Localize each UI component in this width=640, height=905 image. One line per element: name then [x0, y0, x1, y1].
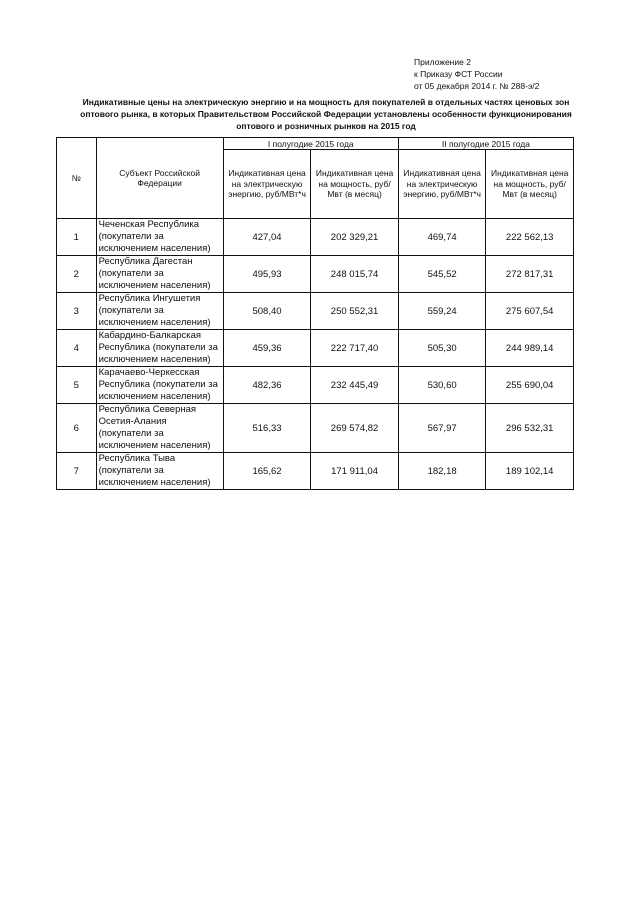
- energy-price-h2: 182,18: [398, 453, 486, 490]
- appendix-line-2: к Приказу ФСТ России: [414, 69, 503, 79]
- power-price-h2: 222 562,13: [486, 219, 574, 256]
- power-price-h1: 269 574,82: [311, 404, 399, 453]
- row-number: 3: [57, 293, 97, 330]
- row-number: 7: [57, 453, 97, 490]
- table-row: [57, 453, 574, 490]
- power-price-h1: 232 445,49: [311, 367, 399, 404]
- table-row: [57, 219, 574, 256]
- energy-price-h1: 508,40: [223, 293, 311, 330]
- power-price-h1: 202 329,21: [311, 219, 399, 256]
- energy-price-h1: 516,33: [223, 404, 311, 453]
- energy-price-h1: 165,62: [223, 453, 311, 490]
- energy-price-h2: 545,52: [398, 256, 486, 293]
- row-subject: Кабардино-Балкарская Республика (покупатели за исключением населения): [96, 330, 223, 367]
- header-energy-price-1: Индикативная цена на электрическую энергию, руб/МВт*ч: [223, 150, 311, 219]
- table-row: [57, 330, 574, 367]
- power-price-h2: 275 607,54: [486, 293, 574, 330]
- row-number: 4: [57, 330, 97, 367]
- power-price-h2: 272 817,31: [486, 256, 574, 293]
- header-subject: Субъект Российской Федерации: [96, 138, 223, 219]
- row-subject: Карачаево-Черкесская Республика (покупатели за исключением населения): [96, 367, 223, 404]
- row-subject: Республика Дагестан (покупатели за исключением населения): [96, 256, 223, 293]
- appendix-line-1: Приложение 2: [414, 57, 471, 67]
- row-number: 5: [57, 367, 97, 404]
- row-subject: Республика Тыва (покупатели за исключением населения): [96, 453, 223, 490]
- power-price-h1: 171 911,04: [311, 453, 399, 490]
- header-energy-price-2: Индикативная цена на электрическую энергию, руб/МВт*ч: [398, 150, 486, 219]
- energy-price-h2: 567,97: [398, 404, 486, 453]
- header-number: №: [57, 138, 97, 219]
- row-number: 2: [57, 256, 97, 293]
- table-row: [57, 404, 574, 453]
- table-row: [57, 256, 574, 293]
- row-number: 1: [57, 219, 97, 256]
- document-title: Индикативные цены на электрическую энергию и на мощность для покупателей в отдельных частях ценовых зон оптового рынка, в которых Правительством Российской Федерации установлены особенности функционирования оптового и розничных рынков на 2015 год: [80, 97, 572, 131]
- power-price-h1: 222 717,40: [311, 330, 399, 367]
- energy-price-h1: 427,04: [223, 219, 311, 256]
- energy-price-h2: 559,24: [398, 293, 486, 330]
- power-price-h2: 255 690,04: [486, 367, 574, 404]
- header-half-1: I полугодие 2015 года: [223, 138, 398, 150]
- energy-price-h1: 495,93: [223, 256, 311, 293]
- energy-price-h2: 505,30: [398, 330, 486, 367]
- table-row: [57, 293, 574, 330]
- row-subject: Чеченская Республика (покупатели за исключением населения): [96, 219, 223, 256]
- power-price-h1: 250 552,31: [311, 293, 399, 330]
- row-number: 6: [57, 404, 97, 453]
- energy-price-h2: 530,60: [398, 367, 486, 404]
- energy-price-h1: 459,36: [223, 330, 311, 367]
- power-price-h2: 189 102,14: [486, 453, 574, 490]
- price-table: [56, 137, 574, 490]
- row-subject: Республика Северная Осетия-Алания (покупатели за исключением населения): [96, 404, 223, 453]
- appendix-note: [414, 56, 539, 92]
- power-price-h2: 296 532,31: [486, 404, 574, 453]
- table-row: [57, 367, 574, 404]
- power-price-h2: 244 989,14: [486, 330, 574, 367]
- appendix-line-3: от 05 декабря 2014 г. № 288-э/2: [414, 81, 540, 91]
- power-price-h1: 248 015,74: [311, 256, 399, 293]
- energy-price-h1: 482,36: [223, 367, 311, 404]
- header-power-price-1: Индикативная цена на мощность, руб/Мвт (в месяц): [311, 150, 399, 219]
- header-half-2: II полугодие 2015 года: [398, 138, 573, 150]
- row-subject: Республика Ингушетия (покупатели за исключением населения): [96, 293, 223, 330]
- header-power-price-2: Индикативная цена на мощность, руб/Мвт (в месяц): [486, 150, 574, 219]
- energy-price-h2: 469,74: [398, 219, 486, 256]
